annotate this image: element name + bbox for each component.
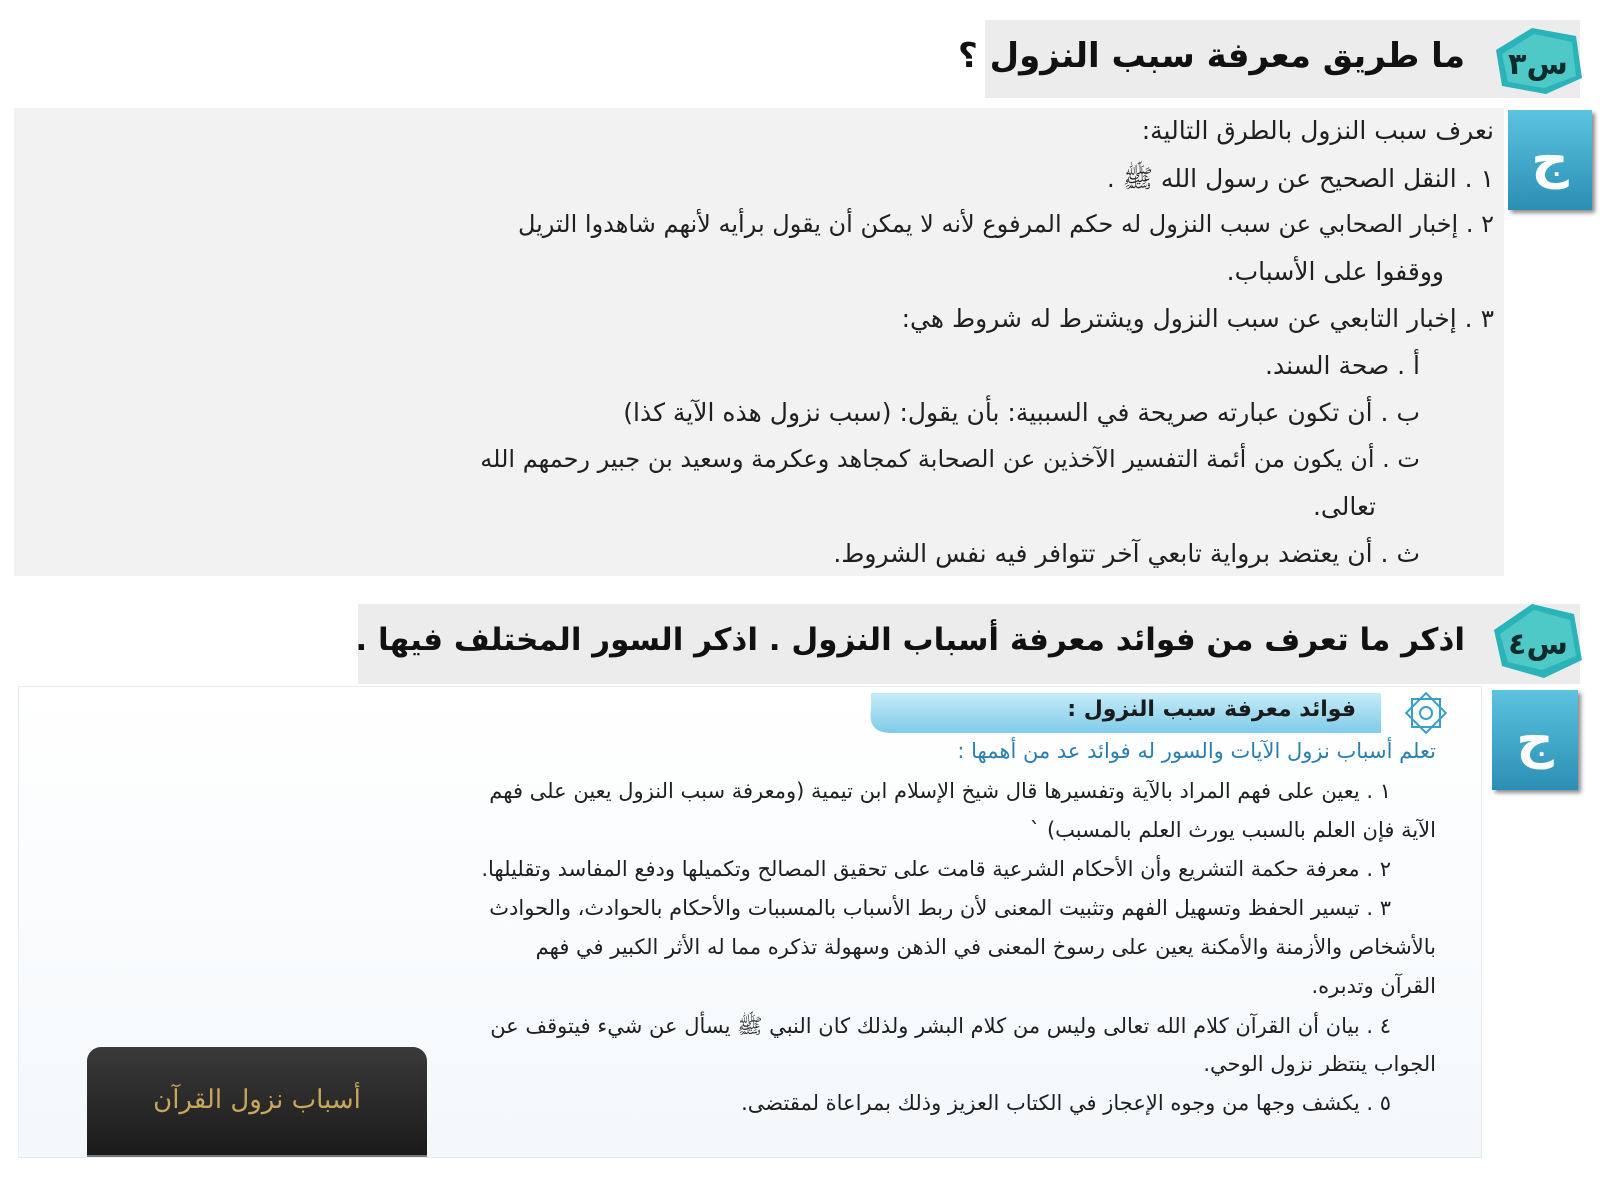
- q3-number-badge: [1488, 24, 1584, 96]
- q3-answer-line: ث . أن يعتضد برواية تابعي آخر تتوافر فيه نفس الشروط.: [833, 539, 1420, 568]
- badge-shape-icon: [1488, 24, 1584, 96]
- q3-answer-line: ٣ . إخبار التابعي عن سبب النزول ويشترط له شروط هي:: [901, 304, 1494, 333]
- book-title: أسباب نزول القرآن: [153, 1085, 361, 1115]
- q3-answer-line: ١ . النقل الصحيح عن رسول الله ﷺ .: [1106, 164, 1494, 193]
- q4-answer-line: ٣ . تيسير الحفظ وتسهيل الفهم وتثبيت المعنى لأن ربط الأسباب بالمسببات والأحكام بالحوادث، والحوادث: [489, 896, 1391, 920]
- q4-answer-line: الجواب ينتظر نزول الوحي.: [1203, 1052, 1436, 1076]
- q4-badge-label: س٤: [1508, 627, 1568, 662]
- q4-answer-line: القرآن وتدبره.: [1311, 974, 1436, 998]
- book-cover-image: [87, 1047, 427, 1157]
- q3-answer-line: ت . أن يكون من أئمة التفسير الآخذين عن الصحابة كمجاهد وعكرمة وسعيد بن جبير رحمهم الله: [480, 445, 1420, 473]
- q4-answer-badge: ج: [1492, 690, 1578, 790]
- q4-answer-line: الآية فإن العلم بالسبب يورث العلم بالمسبب) `: [1029, 818, 1436, 842]
- q3-question: ما طريق معرفة سبب النزول ؟: [958, 36, 1465, 76]
- q4-answer-line: ١ . يعين على فهم المراد بالآية وتفسيرها قال شيخ الإسلام ابن تيمية (ومعرفة سبب النزول يعين على فهم: [489, 779, 1391, 803]
- q3-answer-line: نعرف سبب النزول بالطرق التالية:: [1141, 116, 1494, 145]
- q4-answer-line: ٥ . يكشف وجها من وجوه الإعجاز في الكتاب العزيز وذلك بمراعاة لمقتضى.: [741, 1091, 1391, 1115]
- q3-answer-line: أ . صحة السند.: [1265, 351, 1420, 380]
- q3-answer-box: [14, 108, 1504, 576]
- q4-intro: تعلم أسباب نزول الآيات والسور له فوائد عد من أهمها :: [957, 739, 1436, 763]
- benefits-banner: [861, 689, 1461, 737]
- q3-answer-line: ب . أن تكون عبارته صريحة في السببية: بأن يقول: (سبب نزول هذه الآية كذا): [623, 398, 1420, 427]
- q3-answer-line: ووقفوا على الأسباب.: [1226, 257, 1444, 286]
- q4-answer-line: بالأشخاص والأزمنة والأمكنة يعين على رسوخ المعنى في الذهن وسهولة تذكره مما له الأثر الكبير في فهم: [535, 935, 1436, 959]
- banner-title: فوائد معرفة سبب النزول :: [1067, 697, 1356, 722]
- q4-answer-line: ٤ . بيان أن القرآن كلام الله تعالى وليس من كلام البشر ولذلك كان النبي ﷺ يسأل عن شيء فيتوقف عن: [490, 1014, 1391, 1038]
- q4-number-badge: [1488, 600, 1584, 680]
- q3-answer-line: ٢ . إخبار الصحابي عن سبب النزول له حكم المرفوع لأنه لا يمكن أن يقول برأيه لأنهم شاهدوا التريل: [517, 210, 1494, 238]
- q4-answer-line: ٢ . معرفة حكمة التشريع وأن الأحكام الشرعية قامت على تحقيق المصالح وتكميلها ودفع المفاسد وتقليلها.: [481, 857, 1391, 881]
- q3-answer-badge: ج: [1508, 110, 1592, 210]
- q4-question: اذكر ما تعرف من فوائد معرفة أسباب النزول . اذكر السور المختلف فيها .: [355, 622, 1465, 658]
- ornament-star-icon: [1391, 689, 1461, 737]
- q4-answer-box: [18, 686, 1482, 1158]
- q3-badge-label: س٣: [1508, 47, 1568, 82]
- badge-shape-icon: [1488, 600, 1584, 680]
- q3-answer-line: تعالى.: [1312, 492, 1376, 521]
